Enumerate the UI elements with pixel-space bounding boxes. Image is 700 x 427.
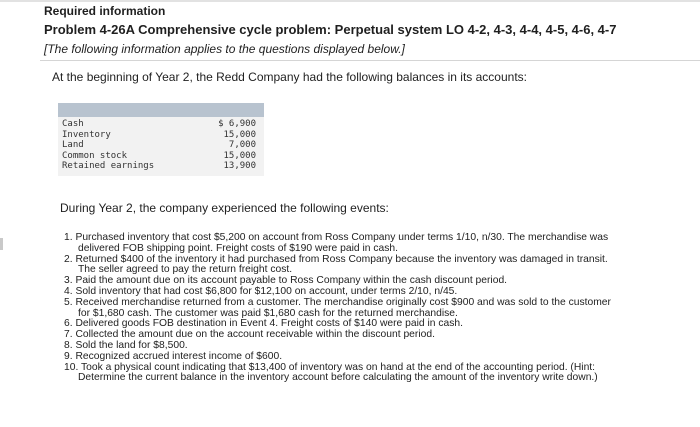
event-line: 7. Collected the amount due on the account receivable within the discount period. [64,329,435,341]
balances-table [58,103,264,176]
table-row [62,140,260,151]
event-line: 6. Delivered goods FOB destination in Event 4. Freight costs of $140 were paid in cash. [64,318,463,330]
account-amount: 15,000 [223,129,256,140]
table-row [62,119,260,130]
table-row [62,151,260,162]
problem-title: Problem 4-26A Comprehensive cycle problem: Perpetual system LO 4-2, 4-3, 4-4, 4-5, 4-6, 4-7 [44,22,617,37]
event-line-continued: The seller agreed to pay the return freight cost. [78,264,293,276]
account-amount: 15,000 [223,150,256,161]
account-name: Retained earnings [62,161,155,172]
event-line-continued: for $1,680 cash. The customer was paid $1,680 cash for the returned merchandise. [78,307,458,319]
account-name: Cash [62,119,84,129]
balances-table-header [58,103,264,117]
list-item [64,352,694,363]
list-item [64,298,694,320]
event-line-continued: delivered FOB shipping point. Freight costs of $190 were paid in cash. [78,242,398,254]
event-line: 5. Received merchandise returned from a customer. The merchandise originally cost $900 and was sold to the customer [64,296,611,308]
event-line: 10. Took a physical count indicating that $13,400 of inventory was on hand at the end of the accounting period. (Hint: [64,361,596,373]
account-name: Inventory [62,129,111,140]
account-name: Land [62,140,84,151]
events-list [64,233,694,384]
event-line: 9. Recognized accrued interest income of $600. [64,350,283,362]
account-amount: 13,900 [223,161,256,172]
event-line-continued: Determine the current balance in the inventory account before calculating the amount of the inventory write down.) [78,372,598,384]
account-amount: 7,000 [228,140,256,151]
required-information-heading: Required information [44,4,166,18]
applies-note: [The following information applies to the questions displayed below.] [44,42,405,56]
event-line: 2. Returned $400 of the inventory it had purchased from Ross Company because the inventory was damaged in transit. [64,253,608,265]
table-row [62,130,260,141]
intro-text: At the beginning of Year 2, the Redd Company had the following balances in its accounts: [52,70,527,84]
list-item [64,363,694,385]
account-name: Common stock [62,150,128,161]
events-intro: During Year 2, the company experienced the following events: [60,201,389,215]
balances-table-body [58,117,264,176]
top-border [0,0,700,2]
event-line: 3. Paid the amount due on its account payable to Ross Company within the cash discount period. [64,275,508,287]
list-item [64,233,694,255]
list-item [64,255,694,277]
table-row [62,161,260,172]
page-edge-mark [0,238,3,250]
event-line: 1. Purchased inventory that cost $5,200 on account from Ross Company under terms 1/10, n/30. The merchandise was [64,232,609,243]
event-line: 8. Sold the land for $8,500. [64,339,188,351]
account-amount: $ 6,900 [218,119,256,129]
divider [40,60,700,61]
event-line: 4. Sold inventory that had cost $6,800 for $12,100 on account, under terms 2/10, n/45. [64,285,458,297]
